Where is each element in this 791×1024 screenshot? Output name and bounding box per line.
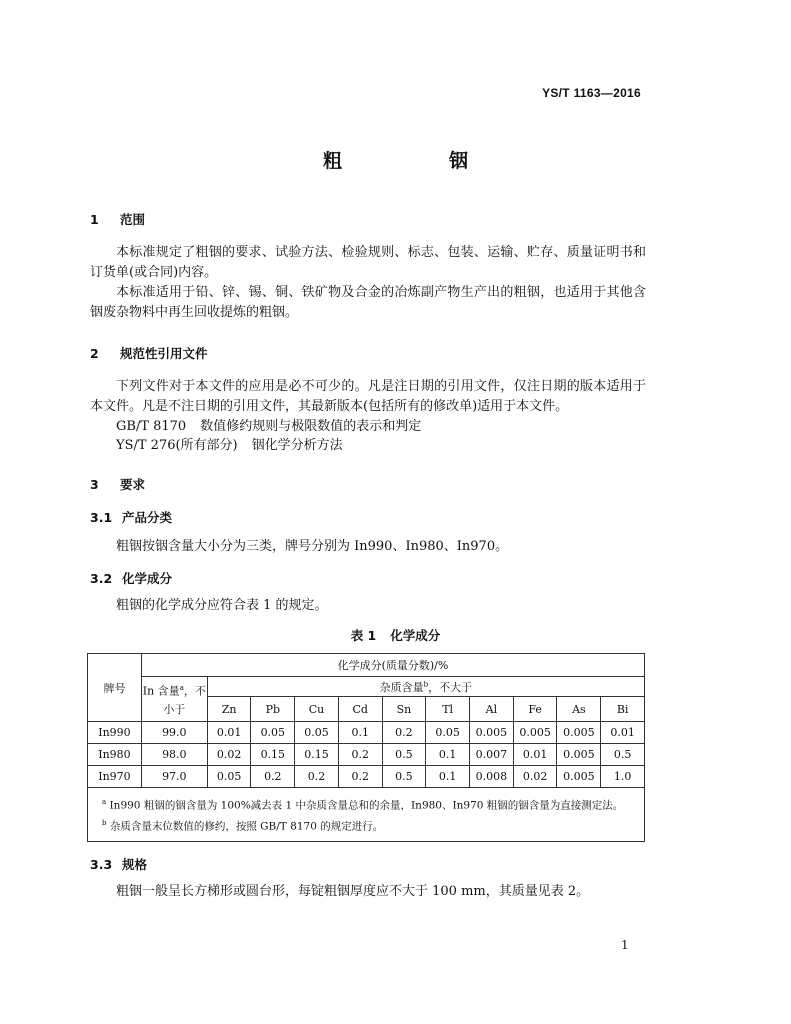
- section-3-2-heading: [90, 569, 172, 587]
- impurity-cell: 0.005: [557, 766, 601, 788]
- section-3-3-heading: [90, 855, 147, 873]
- section-3-3-paragraph: 粗铟一般呈长方梯形或圆台形，每锭粗铟厚度应不大于 100 mm，其质量见表 2。: [116, 884, 590, 899]
- impurity-cell: 0.01: [207, 722, 251, 744]
- section-3-1-heading: [90, 508, 172, 526]
- section-2-heading: [90, 344, 208, 362]
- impurity-cell: 0.02: [513, 766, 557, 788]
- in-content-cell: 97.0: [141, 766, 207, 788]
- header-impurity-max: ，不大于: [428, 680, 473, 694]
- section-3-3-number: 3.3: [90, 857, 113, 872]
- header-in-content: [141, 677, 207, 722]
- impurity-cell: 0.1: [426, 744, 470, 766]
- header-grade: 牌号: [88, 654, 142, 722]
- impurity-cell: 0.2: [338, 744, 382, 766]
- standard-number: YS/T 1163—2016: [542, 86, 641, 100]
- table-row: [88, 744, 645, 766]
- section-3-1-number: 3.1: [90, 510, 113, 525]
- header-in-min: ，不小于: [163, 684, 206, 716]
- element-header-al: Al: [469, 697, 513, 722]
- section-1-heading: [90, 210, 145, 228]
- header-impurity: [207, 677, 644, 697]
- table-row: [88, 722, 645, 744]
- section-3-2-paragraph: 粗铟的化学成分应符合表 1 的规定。: [116, 598, 328, 613]
- section-2-title: 规范性引用文件: [120, 346, 208, 361]
- impurity-cell: 0.2: [251, 766, 295, 788]
- impurity-cell: 0.5: [382, 766, 426, 788]
- reference-code: YS/T 276(所有部分): [116, 438, 238, 453]
- reference-code: GB/T 8170: [116, 419, 187, 434]
- impurity-cell: 0.008: [469, 766, 513, 788]
- impurity-cell: 0.005: [557, 744, 601, 766]
- impurity-cell: 0.01: [513, 744, 557, 766]
- chemical-composition-table: [87, 653, 645, 842]
- reference-title: 数值修约规则与极限数值的表示和判定: [200, 419, 422, 434]
- grade-cell: In980: [88, 744, 142, 766]
- impurity-cell: 0.1: [426, 766, 470, 788]
- document-title: 粗 铟: [322, 150, 512, 172]
- section-3-3-title: 规格: [122, 857, 148, 872]
- table-note-a: [102, 794, 630, 815]
- header-impurity-label: 杂质含量: [379, 680, 424, 694]
- section-1-paragraph-2: 本标准适用于铅、锌、锡、铜、铁矿物及合金的冶炼副产物生产出的粗铟，也适用于其他含铟废杂物料中再生回收提炼的粗铟。: [90, 285, 646, 320]
- table-note-b: [102, 815, 630, 836]
- impurity-cell: 0.02: [207, 744, 251, 766]
- impurity-cell: 0.15: [295, 744, 339, 766]
- note-b-mark: b: [102, 818, 107, 827]
- section-2-paragraph-1: 下列文件对于本文件的应用是必不可少的。凡是注日期的引用文件，仅注日期的版本适用于本文件。凡是不注日期的引用文件，其最新版本(包括所有的修改单)适用于本文件。: [90, 379, 646, 414]
- impurity-cell: 0.1: [338, 722, 382, 744]
- impurity-cell: 1.0: [601, 766, 645, 788]
- impurity-cell: 0.5: [382, 744, 426, 766]
- section-2-number: 2: [90, 346, 99, 361]
- reference-gbt8170: [116, 417, 421, 437]
- impurity-cell: 0.005: [469, 722, 513, 744]
- section-3-2-title: 化学成分: [122, 571, 173, 586]
- table-notes: [88, 788, 645, 842]
- element-header-as: As: [557, 697, 601, 722]
- reference-title: 铟化学分析方法: [251, 438, 343, 453]
- table-1-caption-text: 化学成分: [390, 628, 441, 643]
- grade-cell: In970: [88, 766, 142, 788]
- impurity-cell: 0.2: [382, 722, 426, 744]
- section-1-number: 1: [90, 212, 99, 227]
- note-b-text: 杂质含量末位数值的修约，按照 GB/T 8170 的规定进行。: [109, 820, 384, 832]
- impurity-cell: 0.15: [251, 744, 295, 766]
- section-3-2-number: 3.2: [90, 571, 113, 586]
- impurity-cell: 0.5: [601, 744, 645, 766]
- section-1-paragraph-1: 本标准规定了粗铟的要求、试验方法、检验规则、标志、包装、运输、贮存、质量证明书和订货单(或合同)内容。: [90, 245, 646, 280]
- impurity-cell: 0.05: [207, 766, 251, 788]
- impurity-cell: 0.05: [426, 722, 470, 744]
- element-header-sn: Sn: [382, 697, 426, 722]
- section-3-1-title: 产品分类: [122, 510, 173, 525]
- note-a-mark: a: [102, 798, 107, 806]
- header-composition: 化学成分(质量分数)/%: [141, 654, 644, 677]
- section-3-heading: [90, 475, 145, 493]
- impurity-cell: 0.007: [469, 744, 513, 766]
- table-row: [88, 766, 645, 788]
- element-header-fe: Fe: [513, 697, 557, 722]
- impurity-cell: 0.2: [338, 766, 382, 788]
- element-header-zn: Zn: [207, 697, 251, 722]
- in-content-cell: 99.0: [141, 722, 207, 744]
- note-a-text: In990 粗铟的铟含量为 100%减去表 1 中杂质含量总和的余量，In980、In970 粗铟的铟含量为直接测定法。: [109, 799, 624, 812]
- in-content-cell: 98.0: [141, 744, 207, 766]
- element-header-tl: Tl: [426, 697, 470, 722]
- section-3-title: 要求: [120, 477, 146, 492]
- element-header-bi: Bi: [601, 697, 645, 722]
- table-1-label: 表 1: [350, 628, 377, 643]
- section-3-number: 3: [90, 477, 99, 492]
- impurity-cell: 0.05: [251, 722, 295, 744]
- impurity-cell: 0.2: [295, 766, 339, 788]
- impurity-cell: 0.005: [513, 722, 557, 744]
- impurity-cell: 0.005: [557, 722, 601, 744]
- footnote-mark-a: a: [179, 684, 184, 693]
- page-number: 1: [621, 938, 629, 952]
- grade-cell: In990: [88, 722, 142, 744]
- footnote-mark-b: b: [423, 679, 429, 688]
- table-1-caption: [0, 626, 791, 644]
- header-in-label: In 含量: [142, 684, 180, 698]
- element-header-cu: Cu: [295, 697, 339, 722]
- reference-yst276: [116, 436, 343, 456]
- element-header-cd: Cd: [338, 697, 382, 722]
- element-header-pb: Pb: [251, 697, 295, 722]
- impurity-cell: 0.05: [295, 722, 339, 744]
- section-3-1-paragraph: 粗铟按铟含量大小分为三类，牌号分别为 In990、In980、In970。: [116, 539, 509, 554]
- section-1-title: 范围: [120, 212, 146, 227]
- impurity-cell: 0.01: [601, 722, 645, 744]
